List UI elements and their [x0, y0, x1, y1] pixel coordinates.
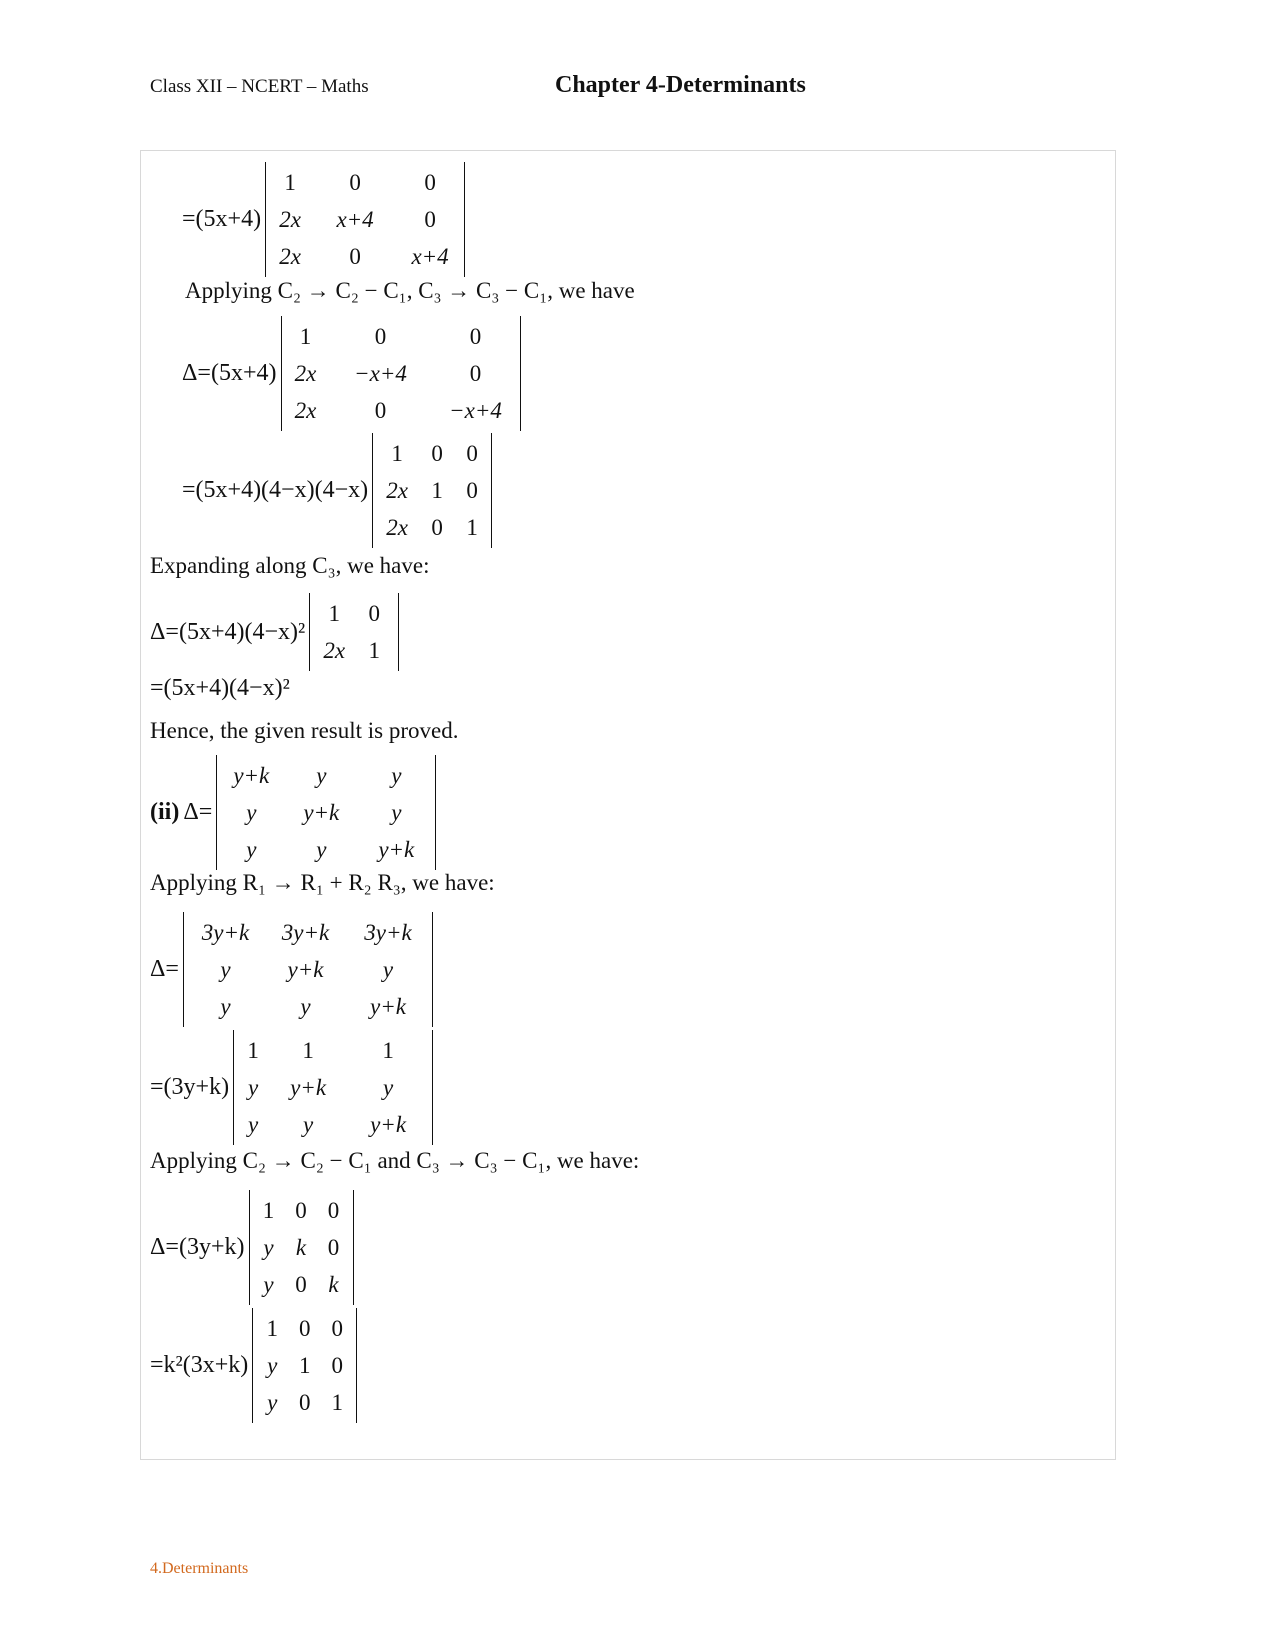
matrix-cell: y: [300, 994, 311, 1019]
matrix-cell: y+k: [378, 837, 415, 862]
step-text-4: Applying R₁ → R₁ + R₂ R₃, we have:: [150, 870, 495, 895]
determinant-7: [183, 912, 433, 1027]
equation-10-prefix: =k²(3x+k): [150, 1352, 249, 1378]
equation-6: [150, 755, 436, 870]
determinant-3: [372, 433, 492, 548]
equation-5: =(5x+4)(4−x)²: [150, 675, 290, 701]
equation-1-prefix: =(5x+4): [182, 206, 262, 232]
part-label: (ii): [150, 799, 180, 825]
matrix-row: [270, 201, 460, 238]
equation-7: [150, 912, 433, 1027]
matrix-cell: 0: [469, 361, 482, 386]
matrix-cell: y: [220, 957, 231, 982]
matrix-cell: 1: [466, 515, 478, 540]
matrix-cell: 0: [349, 170, 361, 195]
matrix-row: [270, 238, 460, 275]
matrix-cell: 0: [295, 1198, 307, 1223]
matrix-row: [188, 988, 428, 1025]
equation-3-prefix: =(5x+4)(4−x)(4−x): [182, 477, 369, 503]
matrix-cell: y: [263, 1272, 274, 1297]
matrix-cell: 1: [382, 1038, 394, 1063]
matrix-cell: 0: [469, 324, 482, 349]
matrix-cell: 2x: [294, 398, 317, 423]
matrix-row: [377, 509, 487, 546]
matrix-cell: y: [247, 1112, 259, 1137]
matrix-cell: y: [316, 837, 327, 862]
equation-8-prefix: =(3y+k): [150, 1074, 230, 1100]
matrix-row: [238, 1032, 428, 1069]
step-text-3: Hence, the given result is proved.: [150, 718, 459, 743]
step-text-5: Applying C₂ → C₂ − C₁ and C₃ → C₃ − C₁, we have:: [150, 1148, 640, 1173]
matrix-row: [221, 831, 431, 868]
matrix-row: [286, 318, 516, 355]
matrix-cell: y: [220, 994, 231, 1019]
matrix-row: [254, 1229, 349, 1266]
matrix-cell: 0: [299, 1316, 311, 1341]
matrix-cell: 1: [247, 1038, 259, 1063]
step-text-2: Expanding along C₃, we have:: [150, 553, 430, 578]
determinant-4: [309, 593, 399, 671]
determinant-9: [249, 1190, 354, 1305]
matrix-cell: y+k: [303, 800, 340, 825]
equation-4: [150, 593, 399, 671]
chapter-title: Chapter 4-Determinants: [555, 72, 806, 98]
matrix-cell: 0: [431, 441, 443, 466]
matrix-cell: 0: [466, 478, 478, 503]
matrix-row: [254, 1266, 349, 1303]
equation-2-prefix: Δ=(5x+4): [182, 360, 277, 386]
matrix-row: [221, 757, 431, 794]
matrix-cell: y: [247, 1075, 259, 1100]
matrix-row: [257, 1384, 352, 1421]
matrix-cell: y: [391, 800, 402, 825]
matrix-row: [270, 164, 460, 201]
determinant-2: [281, 316, 521, 431]
matrix-cell: 0: [374, 398, 387, 423]
matrix-cell: −x+4: [449, 398, 502, 423]
matrix-cell: 2x: [279, 244, 301, 269]
matrix-row: [286, 355, 516, 392]
matrix-row: [257, 1347, 352, 1384]
equation-10: [150, 1308, 357, 1423]
matrix-cell: 2x: [323, 638, 346, 663]
equation-8: [150, 1030, 433, 1145]
matrix-cell: 3y+k: [281, 920, 330, 945]
matrix-cell: k: [328, 1272, 339, 1297]
matrix-cell: y+k: [233, 763, 270, 788]
matrix-row: [377, 435, 487, 472]
matrix-cell: 0: [299, 1390, 311, 1415]
header-class-label: Class XII – NCERT – Maths: [150, 76, 369, 97]
matrix-cell: 0: [424, 170, 436, 195]
matrix-cell: 0: [327, 1198, 340, 1223]
matrix-cell: 1: [284, 170, 296, 195]
matrix-cell: −x+4: [354, 361, 407, 386]
matrix-cell: y: [246, 800, 257, 825]
matrix-cell: y+k: [370, 994, 406, 1019]
matrix-row: [314, 595, 394, 632]
matrix-cell: 1: [331, 1390, 343, 1415]
matrix-cell: 1: [368, 638, 380, 663]
matrix-cell: y+k: [370, 1112, 407, 1137]
matrix-row: [188, 951, 428, 988]
matrix-cell: y: [316, 763, 327, 788]
matrix-cell: 1: [266, 1316, 278, 1341]
equation-9: [150, 1190, 354, 1305]
matrix-row: [188, 914, 428, 951]
matrix-cell: 0: [349, 244, 361, 269]
matrix-row: [238, 1069, 428, 1106]
matrix-cell: y: [382, 1075, 394, 1100]
matrix-cell: y: [263, 1235, 274, 1260]
matrix-cell: 0: [331, 1316, 343, 1341]
equation-9-prefix: Δ=(3y+k): [150, 1234, 245, 1260]
matrix-row: [314, 632, 394, 669]
matrix-cell: 2x: [294, 361, 317, 386]
equation-6-prefix: Δ=: [183, 799, 213, 825]
matrix-cell: 0: [424, 207, 436, 232]
matrix-cell: 1: [302, 1038, 314, 1063]
matrix-cell: y: [302, 1112, 314, 1137]
matrix-cell: 2x: [386, 515, 408, 540]
step-text-1: Applying C₂ → C₂ − C₁, C₃ → C₃ − C₁, we have: [185, 278, 635, 303]
equation-1: [182, 162, 465, 277]
matrix-cell: 0: [327, 1235, 340, 1260]
matrix-cell: 0: [374, 324, 387, 349]
matrix-row: [238, 1106, 428, 1143]
matrix-cell: 3y+k: [364, 920, 412, 945]
matrix-cell: 0: [368, 601, 380, 626]
matrix-cell: 1: [299, 1353, 311, 1378]
matrix-cell: 0: [295, 1272, 307, 1297]
matrix-row: [221, 794, 431, 831]
matrix-cell: 0: [431, 515, 443, 540]
matrix-cell: 1: [431, 478, 443, 503]
matrix-cell: x+4: [336, 207, 374, 232]
equation-3: [182, 433, 492, 548]
determinant-10: [252, 1308, 357, 1423]
matrix-cell: 2x: [279, 207, 301, 232]
matrix-cell: 1: [391, 441, 403, 466]
matrix-row: [286, 392, 516, 429]
matrix-cell: 0: [331, 1353, 343, 1378]
footer-label: 4.Determinants: [150, 1560, 249, 1577]
matrix-row: [257, 1310, 352, 1347]
equation-2: [182, 316, 521, 431]
matrix-cell: 1: [299, 324, 312, 349]
equation-4-prefix: Δ=(5x+4)(4−x)²: [150, 618, 306, 645]
matrix-cell: x+4: [411, 244, 449, 269]
matrix-cell: 1: [262, 1198, 275, 1223]
matrix-row: [377, 472, 487, 509]
determinant-1: [265, 162, 465, 277]
matrix-cell: 1: [328, 601, 340, 626]
matrix-cell: y: [382, 957, 394, 982]
matrix-cell: y: [246, 837, 257, 862]
matrix-cell: y: [267, 1353, 278, 1378]
matrix-cell: 3y+k: [201, 920, 250, 945]
matrix-row: [254, 1192, 349, 1229]
determinant-6: [216, 755, 436, 870]
matrix-cell: 0: [466, 441, 478, 466]
matrix-cell: k: [295, 1235, 307, 1260]
matrix-cell: y: [391, 763, 402, 788]
matrix-cell: y+k: [287, 957, 324, 982]
matrix-cell: 2x: [386, 478, 408, 503]
matrix-cell: y: [267, 1390, 278, 1415]
equation-7-prefix: Δ=: [150, 956, 179, 982]
matrix-cell: y+k: [290, 1075, 327, 1100]
determinant-8: [233, 1030, 433, 1145]
